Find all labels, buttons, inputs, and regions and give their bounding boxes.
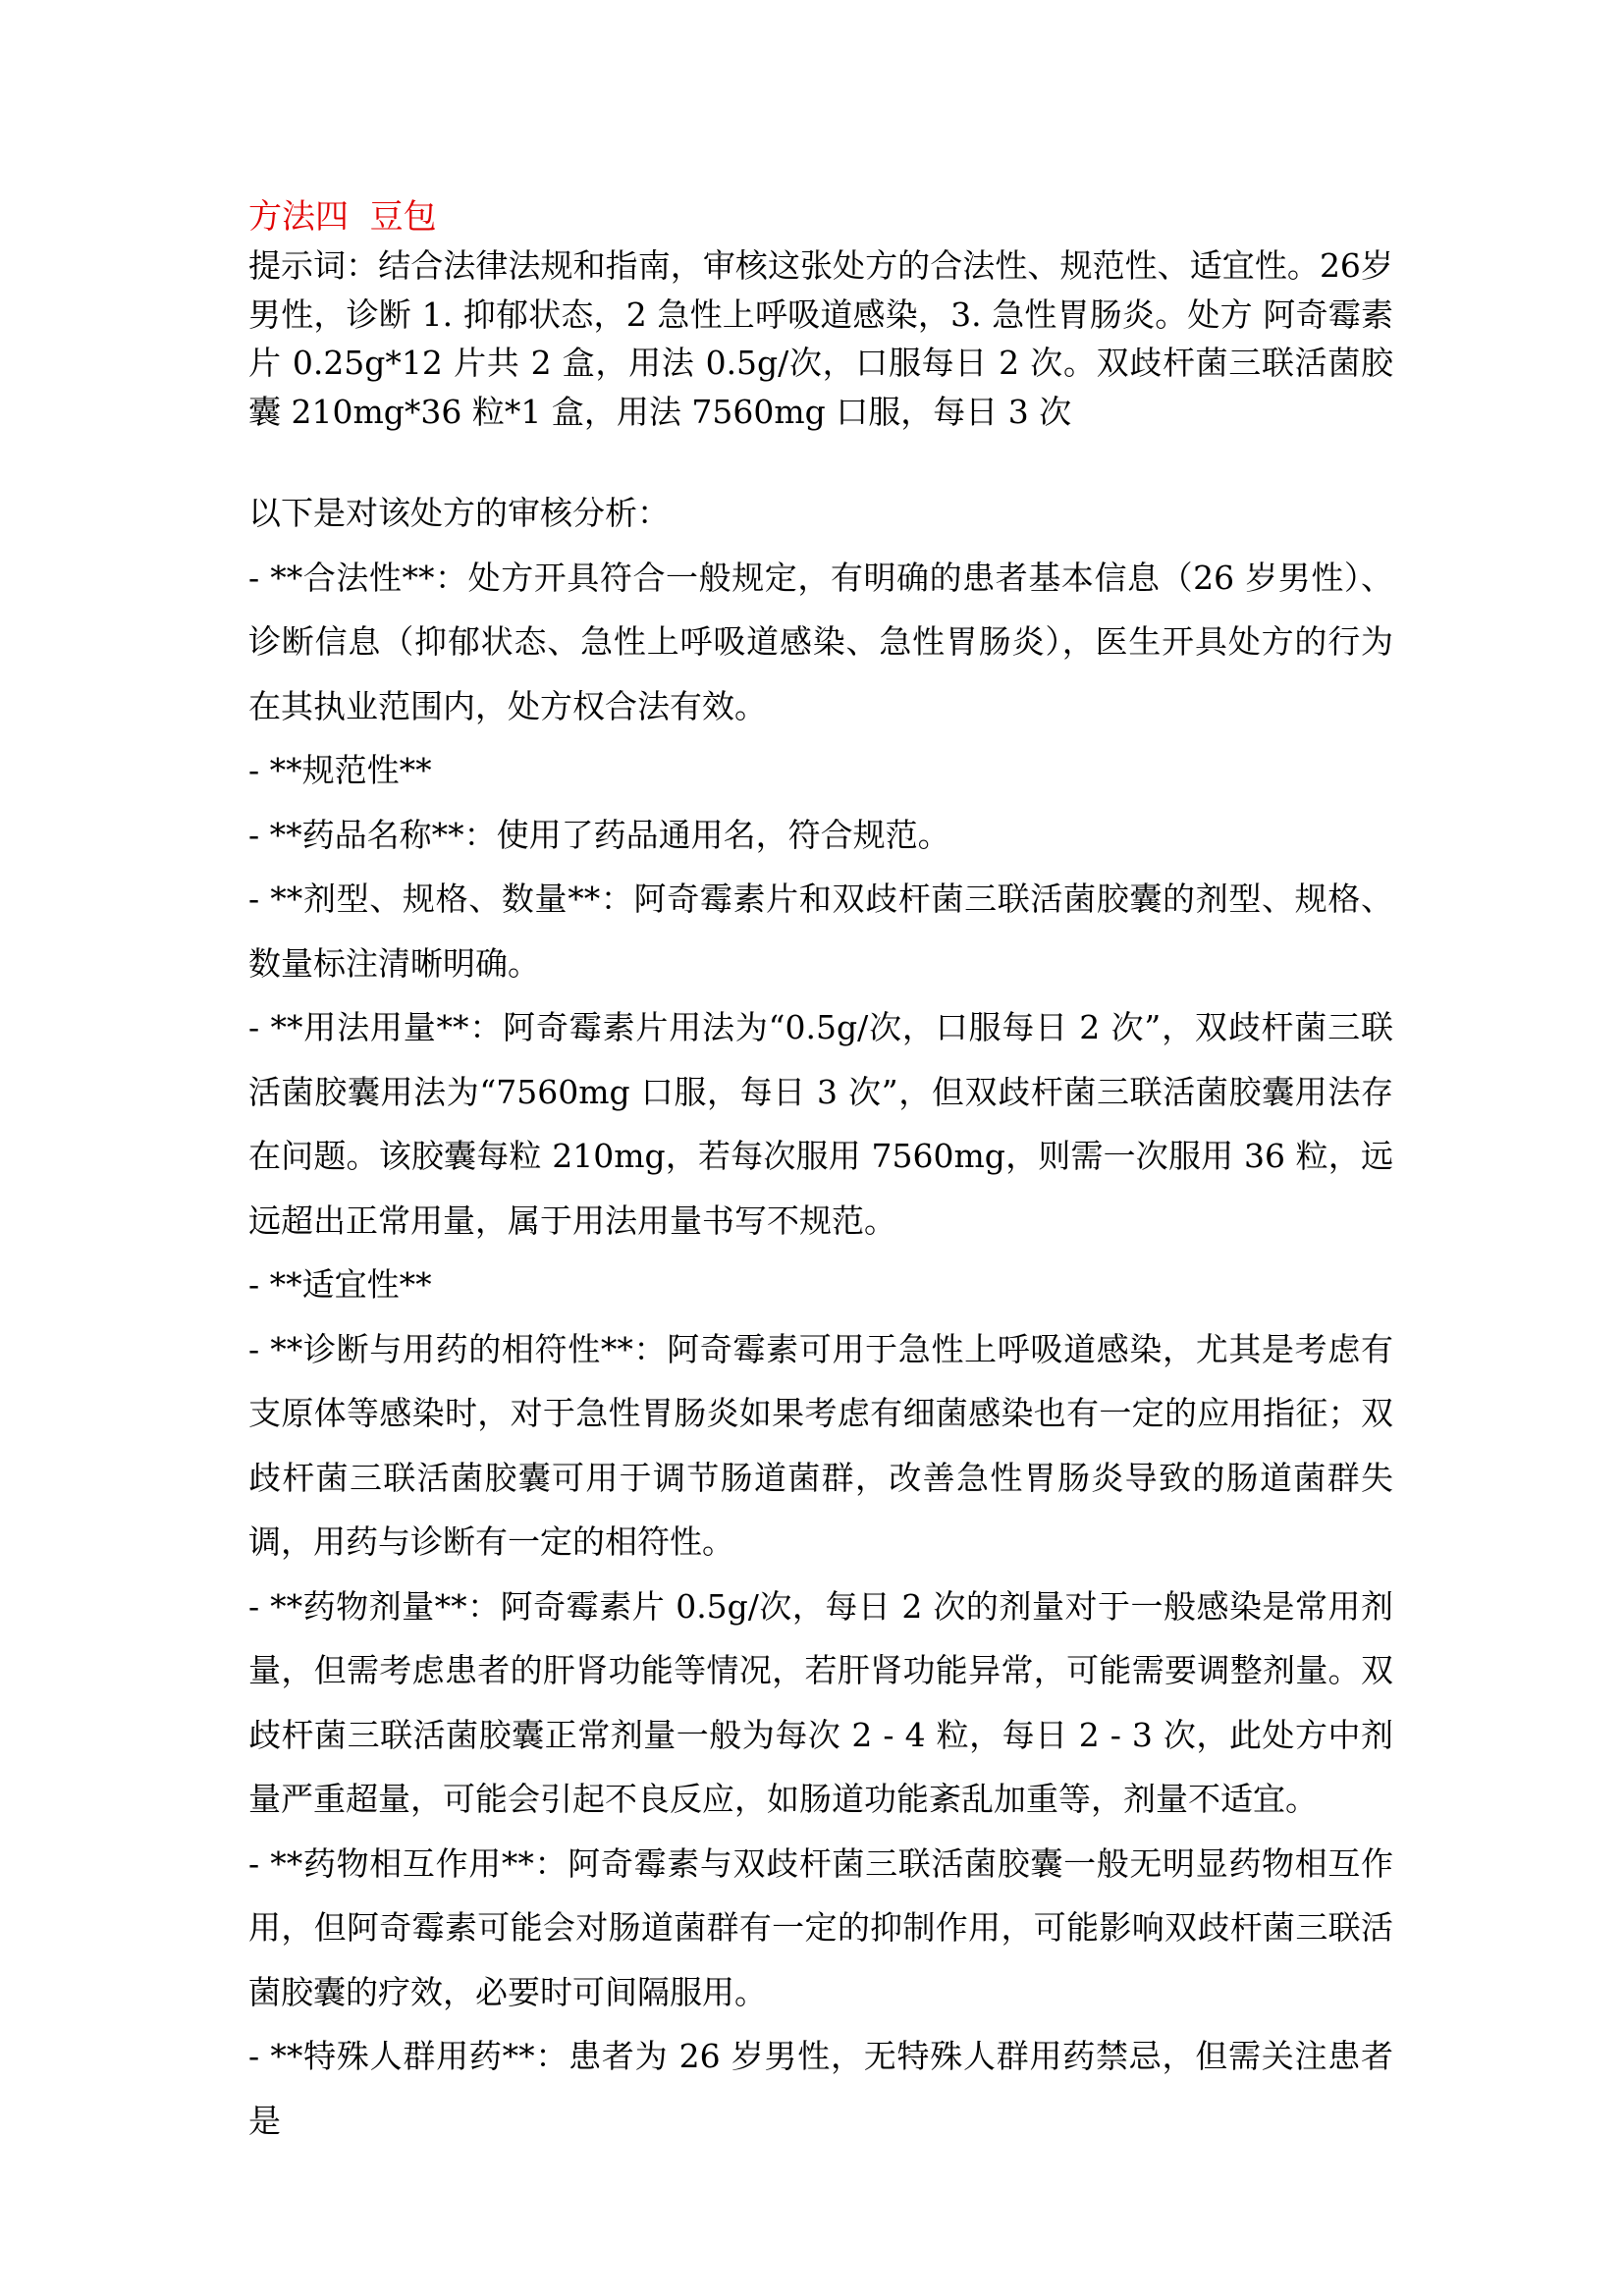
drug-name-item: - **药品名称**：使用了药品通用名，符合规范。	[248, 815, 950, 854]
special-population-item: - **特殊人群用药**：患者为 26 岁男性，无特殊人群用药禁忌，但需关注患者是	[248, 2037, 1393, 2140]
diagnosis-match-item: - **诊断与用药的相符性**：阿奇霉素可用于急性上呼吸道感染，尤其是考虑有支原体等感染时，对于急性胃肠炎如果考虑有细菌感染也有一定的应用指征；双歧杆菌三联活菌胶囊可用于调节肠道菌群，改善急性胃肠炎导致的肠道菌群失调，用药与诊断有一定的相符性。	[248, 1329, 1393, 1561]
paragraph-gap	[248, 436, 1393, 481]
appropriateness-heading: - **适宜性**	[248, 1265, 432, 1304]
analysis-intro: 以下是对该处方的审核分析：	[248, 494, 670, 532]
prompt-text: 提示词：结合法律法规和指南，审核这张处方的合法性、规范性、适宜性。26岁男性，诊断 1. 抑郁状态，2 急性上呼吸道感染，3. 急性胃肠炎。处方 阿奇霉素片 0.25g*12 片共 2 盒，用法 0.5g/次，口服每日 2 次。双歧杆菌三联活菌胶囊 210mg*36 粒*1 盒，用法 7560mg 口服，每日 3 次	[248, 246, 1393, 431]
drug-interaction-item: - **药物相互作用**：阿奇霉素与双歧杆菌三联活菌胶囊一般无明显药物相互作用，但阿奇霉素可能会对肠道菌群有一定的抑制作用，可能影响双歧杆菌三联活菌胶囊的疗效，必要时可间隔服用。	[248, 1843, 1393, 2011]
method-heading: 方法四 豆包	[248, 197, 437, 237]
dosage-form-item: - **剂型、规格、数量**：阿奇霉素片和双歧杆菌三联活菌胶囊的剂型、规格、数量标注清晰明确。	[248, 880, 1393, 983]
document-page	[248, 192, 1393, 2153]
legality-item: - **合法性**：处方开具符合一般规定，有明确的患者基本信息（26 岁男性）、诊断信息（抑郁状态、急性上呼吸道感染、急性胃肠炎），医生开具处方的行为在其执业范围内，处方权合法有效。	[248, 558, 1393, 725]
usage-dosage-item: - **用法用量**：阿奇霉素片用法为“0.5g/次，口服每日 2 次”，双歧杆菌三联活菌胶囊用法为“7560mg 口服，每日 3 次”，但双歧杆菌三联活菌胶囊用法存在问题。该胶囊每粒 210mg，若每次服用 7560mg，则需一次服用 36 粒，远远超出正常用量，属于用法用量书写不规范。	[248, 1008, 1393, 1240]
drug-dose-item: - **药物剂量**：阿奇霉素片 0.5g/次，每日 2 次的剂量对于一般感染是常用剂量，但需考虑患者的肝肾功能等情况，若肝肾功能异常，可能需要调整剂量。双歧杆菌三联活菌胶囊正常剂量一般为每次 2 - 4 粒，每日 2 - 3 次，此处方中剂量严重超量，可能会引起不良反应，如肠道功能紊乱加重等，剂量不适宜。	[248, 1586, 1393, 1818]
standardization-heading: - **规范性**	[248, 751, 432, 789]
